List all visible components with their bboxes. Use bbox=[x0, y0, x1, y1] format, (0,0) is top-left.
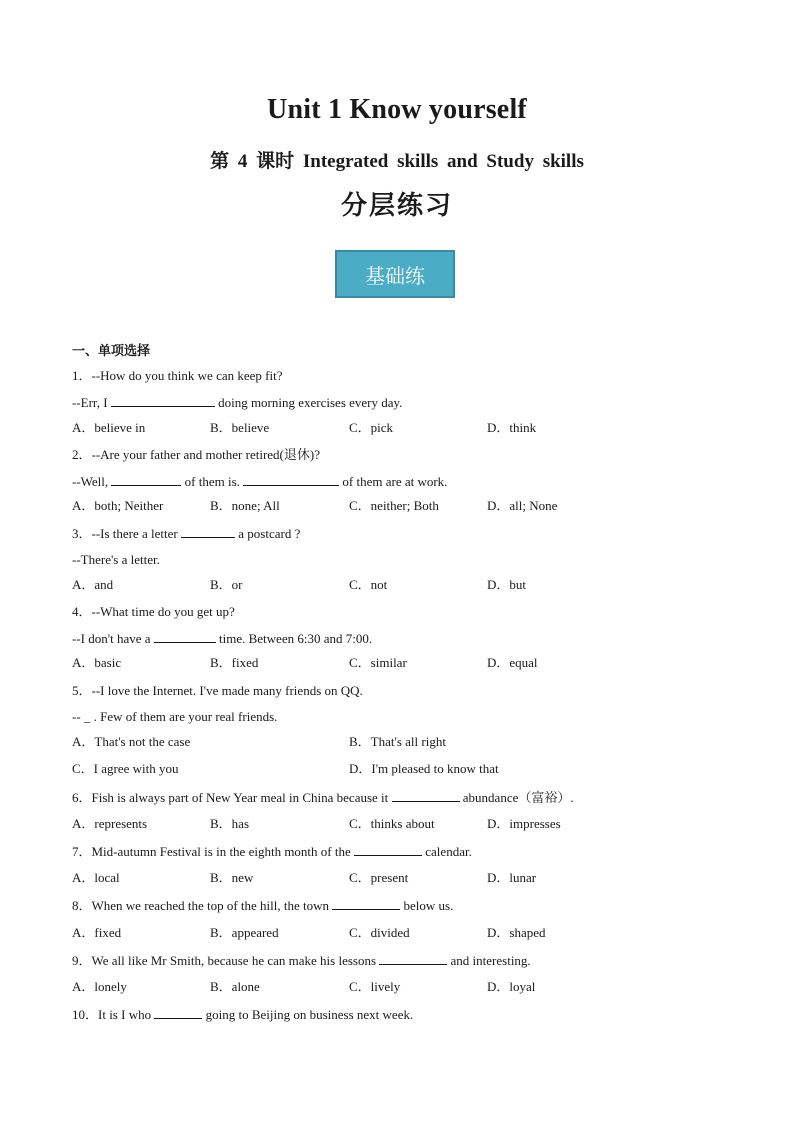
answer-blank bbox=[354, 843, 422, 856]
q2-text-c: of them are at work. bbox=[342, 474, 448, 489]
q2-option-c: C．neither; Both bbox=[349, 498, 439, 513]
q7-option-c: C．present bbox=[349, 870, 409, 885]
q4-option-c: C．similar bbox=[349, 655, 407, 670]
q2-option-d: D．all; None bbox=[487, 498, 558, 513]
q10-text-b: going to Beijing on business next week. bbox=[205, 1007, 414, 1022]
q5-option-c: C．I agree with you bbox=[72, 761, 179, 776]
q4-option-d: D．equal bbox=[487, 655, 538, 670]
page-title: Unit 1 Know yourself bbox=[267, 94, 527, 125]
q8-text-b: below us. bbox=[403, 898, 454, 913]
answer-blank bbox=[154, 1006, 202, 1019]
question-1-line2 bbox=[72, 394, 402, 411]
q9-option-a: A．lonely bbox=[72, 979, 127, 994]
q6-option-c: C．thinks about bbox=[349, 816, 435, 831]
q9-text-b: and interesting. bbox=[450, 953, 531, 968]
question-2-line2 bbox=[72, 473, 447, 490]
answer-blank bbox=[181, 525, 235, 538]
q6-text-a: 6．Fish is always part of New Year meal in China because it bbox=[72, 790, 389, 805]
question-4-line2 bbox=[72, 630, 372, 647]
answer-blank bbox=[111, 394, 215, 407]
question-6-stem bbox=[72, 789, 574, 806]
question-3-stem bbox=[72, 525, 300, 542]
answer-blank bbox=[332, 897, 400, 910]
q7-option-b: B．new bbox=[210, 870, 254, 885]
answer-blank bbox=[379, 952, 447, 965]
q2-text-b: of them is. bbox=[184, 474, 240, 489]
q3-option-b: B．or bbox=[210, 577, 243, 592]
q7-option-d: D．lunar bbox=[487, 870, 537, 885]
question-1-stem: 1．--How do you think we can keep fit? bbox=[72, 368, 283, 383]
q7-option-a: A．local bbox=[72, 870, 120, 885]
q9-text-a: 9．We all like Mr Smith, because he can make his lessons bbox=[72, 953, 377, 968]
question-10-stem bbox=[72, 1006, 413, 1023]
q6-text-b: abundance（富裕）. bbox=[462, 790, 574, 805]
q8-option-b: B．appeared bbox=[210, 925, 279, 940]
q4-option-a: A．basic bbox=[72, 655, 122, 670]
q8-option-a: A．fixed bbox=[72, 925, 122, 940]
question-2-stem: 2．--Are your father and mother retired(退休)? bbox=[72, 447, 320, 462]
question-7-stem bbox=[72, 843, 472, 860]
answer-blank bbox=[111, 473, 181, 486]
q1-text-b: doing morning exercises every day. bbox=[218, 395, 403, 410]
q8-text-a: 8．When we reached the top of the hill, the town bbox=[72, 898, 330, 913]
q7-text-b: calendar. bbox=[425, 844, 472, 859]
question-3-line2: --There's a letter. bbox=[72, 552, 160, 567]
q5-option-b: B．That's all right bbox=[349, 734, 446, 749]
q6-option-d: D．impresses bbox=[487, 816, 561, 831]
q9-option-c: C．lively bbox=[349, 979, 401, 994]
q9-option-b: B．alone bbox=[210, 979, 260, 994]
q1-option-a: A．believe in bbox=[72, 420, 146, 435]
q5-option-d: D．I'm pleased to know that bbox=[349, 761, 499, 776]
q6-option-b: B．has bbox=[210, 816, 250, 831]
section-heading: 一、单项选择 bbox=[72, 344, 151, 359]
q9-option-d: D．loyal bbox=[487, 979, 536, 994]
answer-blank bbox=[392, 789, 460, 802]
q8-option-c: C．divided bbox=[349, 925, 410, 940]
q5-option-a: A．That's not the case bbox=[72, 734, 191, 749]
question-8-stem bbox=[72, 897, 453, 914]
q1-option-b: B．believe bbox=[210, 420, 270, 435]
q4-option-b: B．fixed bbox=[210, 655, 259, 670]
q1-option-d: D．think bbox=[487, 420, 537, 435]
q8-option-d: D．shaped bbox=[487, 925, 546, 940]
q1-option-c: C．pick bbox=[349, 420, 394, 435]
practice-subtitle: 分层练习 bbox=[340, 191, 453, 221]
q6-option-a: A．represents bbox=[72, 816, 148, 831]
q2-option-b: B．none; All bbox=[210, 498, 280, 513]
question-5-line2: -- _ . Few of them are your real friends. bbox=[72, 709, 278, 724]
q3-option-c: C．not bbox=[349, 577, 388, 592]
q4-text-a: --I don't have a bbox=[72, 631, 151, 646]
question-4-stem: 4．--What time do you get up? bbox=[72, 604, 235, 619]
q3-option-a: A．and bbox=[72, 577, 114, 592]
q3-text-b: a postcard ? bbox=[238, 526, 301, 541]
q3-text-a: 3．--Is there a letter bbox=[72, 526, 178, 541]
q4-text-b: time. Between 6:30 and 7:00. bbox=[219, 631, 373, 646]
q3-option-d: D．but bbox=[487, 577, 527, 592]
answer-blank bbox=[243, 473, 339, 486]
q7-text-a: 7．Mid-autumn Festival is in the eighth month of the bbox=[72, 844, 351, 859]
q1-text-a: --Err, I bbox=[72, 395, 108, 410]
answer-blank bbox=[154, 630, 216, 643]
q10-text-a: 10．It is I who bbox=[72, 1007, 152, 1022]
q2-text-a: --Well, bbox=[72, 474, 109, 489]
question-9-stem bbox=[72, 952, 531, 969]
q2-option-a: A．both; Neither bbox=[72, 498, 164, 513]
lesson-subtitle: 第 4 课时 Integrated skills and Study skills bbox=[210, 151, 584, 172]
level-badge: 基础练 bbox=[335, 250, 455, 298]
question-5-stem: 5．--I love the Internet. I've made many friends on QQ. bbox=[72, 683, 363, 698]
